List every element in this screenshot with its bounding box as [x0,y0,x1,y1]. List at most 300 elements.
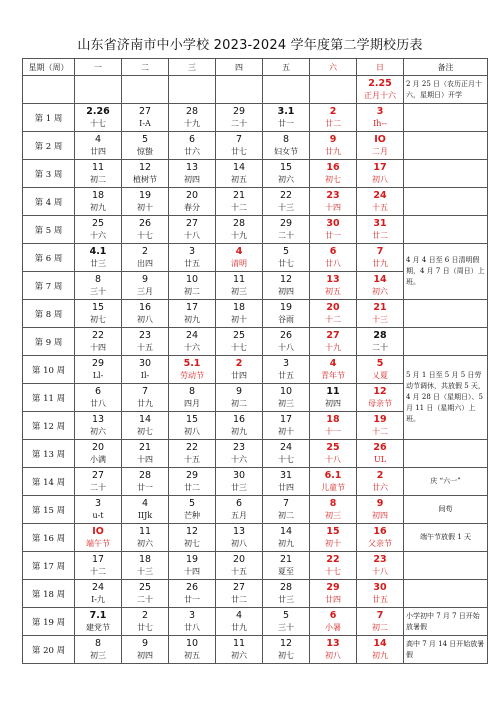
day-date: 2 [141,245,149,257]
note-children: 庆 “六一” [404,468,488,496]
day-cell [310,216,357,244]
day-cell [263,104,310,132]
week-row [23,580,488,608]
day-cell [75,496,122,524]
day-date: 3 [282,357,290,369]
day-date: 30 [138,357,152,369]
day-lunar: 十六 [90,230,106,240]
day-cell [263,608,310,636]
day-date: 9 [141,273,149,285]
day-cell [310,608,357,636]
day-lunar: 十九 [325,342,341,352]
header-sat: 六 [310,59,357,76]
day-lunar: 初六 [231,650,247,660]
day-lunar: 初七 [325,174,341,184]
day-lunar: 初四 [278,286,294,296]
day-cell [310,412,357,440]
day-cell [263,272,310,300]
day-cell [216,608,263,636]
day-cell [310,300,357,328]
day-date: 23 [232,441,246,453]
day-date: 14 [279,525,293,537]
day-lunar: 初三 [90,650,106,660]
day-date: 8 [188,385,196,397]
day-lunar: 初十 [231,314,247,324]
page-title: 山东省济南市中小学校 2023-2024 学年度第二学期校历表 [77,38,423,53]
day-lunar: 廿七 [231,146,247,156]
day-lunar: 廿六 [184,146,200,156]
day-cell [357,356,404,384]
day-lunar: 初三 [278,398,294,408]
day-lunar: 廿九 [372,258,388,268]
day-cell [263,328,310,356]
day-lunar: 廿三 [90,258,106,268]
day-lunar: 小满 [90,454,106,464]
day-date: 10 [185,273,199,285]
day-lunar: I-A [139,118,151,128]
week-label: 第 10 周 [23,356,75,384]
header-week: 星期（周） [23,59,75,76]
week-row [23,468,488,496]
day-date: 6 [329,609,337,621]
day-cell [122,216,169,244]
day-date: 16 [138,301,152,313]
day-cell [122,524,169,552]
day-lunar: 三月 [137,286,153,296]
day-lunar: 初八 [372,174,388,184]
day-lunar: 青年节 [321,370,345,380]
week-label: 第 14 周 [23,468,75,496]
day-lunar: 初九 [372,650,388,660]
day-date: 24 [185,329,199,341]
day-lunar: 廿八 [184,622,200,632]
day-lunar: 廿九 [325,146,341,156]
day-cell [169,188,216,216]
day-lunar: 初五 [231,174,247,184]
week-row [23,440,488,468]
day-cell [263,384,310,412]
day-date: 11 [138,525,152,537]
day-date: 7 [141,385,149,397]
header-sun: 日 [357,59,404,76]
day-cell [169,328,216,356]
day-date: 26 [279,329,293,341]
day-lunar: 十四 [325,202,341,212]
day-cell [263,580,310,608]
day-cell [216,272,263,300]
day-cell [122,384,169,412]
week-label: 第 19 周 [23,608,75,636]
day-cell [357,272,404,300]
day-cell [216,104,263,132]
day-lunar: 廿九 [137,398,153,408]
day-cell [75,468,122,496]
note-kaokao: 间苟 [404,496,488,524]
day-date: 12 [138,161,152,173]
day-lunar: 十四 [90,342,106,352]
week-row [23,356,488,384]
week-label: 第 4 周 [23,188,75,216]
day-lunar: 二十 [231,118,247,128]
day-lunar: 十八 [325,454,341,464]
day-date: 5 [282,609,290,621]
day-cell [310,552,357,580]
day-date: 12 [279,273,293,285]
week-row [23,300,488,328]
day-lunar: 十五 [231,566,247,576]
note-labor: 5 月 1 日至 5 月 5 日劳动节调休，共放假 5 天，4 月 28 日（星期日）、5 月 11 日（星期六）上班。 [404,356,488,440]
day-cell [310,160,357,188]
day-cell [216,216,263,244]
day-cell [122,272,169,300]
day-cell [310,132,357,160]
day-date: 15 [91,301,105,313]
day-cell [310,636,357,664]
day-lunar: 二十 [137,594,153,604]
day-date: 14 [373,637,387,649]
day-cell [310,104,357,132]
day-cell [122,160,169,188]
day-cell [216,328,263,356]
day-lunar: 初二 [372,622,388,632]
day-cell [75,216,122,244]
day-lunar: 廿九 [231,622,247,632]
day-date: 12 [279,637,293,649]
day-lunar: 初七 [184,538,200,548]
day-date: 29 [279,217,293,229]
day-lunar: 初九 [184,314,200,324]
day-date: 22 [185,441,199,453]
day-date: 5 [188,497,196,509]
week-label: 第 17 周 [23,552,75,580]
day-lunar: 初五 [184,650,200,660]
day-lunar: 十二 [90,566,106,576]
day-lunar: 廿八 [90,398,106,408]
day-cell [75,440,122,468]
day-date: 29 [91,357,105,369]
day-date: 4 [329,357,337,369]
day-lunar: 清明 [231,258,247,268]
day-date: 7.1 [89,609,107,621]
day-date: 24 [279,441,293,453]
day-lunar: 五月 [231,510,247,520]
day-date: 29 [232,105,246,117]
day-cell [75,104,122,132]
day-date: 25 [138,581,152,593]
day-date: 26 [373,441,387,453]
day-date: IO [92,525,104,537]
day-lunar: 初七 [278,650,294,660]
day-cell [75,412,122,440]
day-lunar: 初七 [137,426,153,436]
day-date: 16 [326,161,340,173]
day-cell [310,356,357,384]
day-date: 5 [376,357,384,369]
day-lunar: 廿五 [372,594,388,604]
day-date: 3 [188,609,196,621]
day-date: 28 [373,329,387,341]
day-lunar: 十四 [184,566,200,576]
day-cell [122,608,169,636]
day-date: 19 [138,189,152,201]
day-cell [263,188,310,216]
week-row [23,328,488,356]
day-cell [216,524,263,552]
day-lunar: 四月 [184,398,200,408]
day-date: 11 [232,637,246,649]
day-lunar: 初六 [372,286,388,296]
day-date: 17 [91,553,105,565]
day-date: 4 [141,497,149,509]
day-date: 5 [141,133,149,145]
day-cell [357,412,404,440]
day-date: 23 [138,329,152,341]
day-lunar: 初四 [137,650,153,660]
day-lunar: IIJk [137,510,153,520]
day-date: 7 [376,609,384,621]
day-cell [357,636,404,664]
day-lunar: 十七 [278,454,294,464]
day-date: 13 [91,413,105,425]
day-lunar: 廿六 [372,482,388,492]
day-lunar: 初十 [325,538,341,548]
day-date: 20 [232,553,246,565]
day-lunar: 二月 [372,146,388,156]
day-date: 29 [326,581,340,593]
day-cell [75,188,122,216]
day-lunar: 初三 [325,510,341,520]
day-lunar: 廿一 [325,230,341,240]
day-cell [263,636,310,664]
day-lunar: 十七 [325,566,341,576]
day-date: 7 [282,497,290,509]
day-lunar: 惊蛰 [137,146,153,156]
day-lunar: 十八 [278,342,294,352]
day-date: 16 [373,525,387,537]
day-cell [357,76,404,104]
day-cell [216,244,263,272]
day-date: 11 [232,273,246,285]
day-lunar: Il- [140,370,150,380]
day-date: 30 [373,581,387,593]
header-wed: 三 [169,59,216,76]
note-empty [404,440,488,468]
day-lunar: 春分 [184,202,200,212]
day-lunar: 妇女节 [274,146,298,156]
day-cell [75,328,122,356]
day-date: 6 [94,385,102,397]
day-lunar: 廿五 [278,370,294,380]
day-date: 8 [329,497,337,509]
day-lunar: 十五 [184,454,200,464]
day-lunar: 端午节 [86,538,110,548]
day-lunar: 初五 [325,286,341,296]
day-lunar: 廿一 [137,482,153,492]
day-date: 18 [232,301,246,313]
day-lunar: UL [373,454,387,464]
day-date: 21 [279,553,293,565]
note-empty [404,216,488,244]
day-lunar: 初十 [137,202,153,212]
day-date: 24 [91,581,105,593]
day-date: 22 [91,329,105,341]
day-lunar: 初四 [184,174,200,184]
day-date: IO [374,133,386,145]
day-date: 26 [138,217,152,229]
day-cell [263,216,310,244]
day-date: 13 [185,161,199,173]
day-lunar: 建党节 [86,622,110,632]
week-label: 第 13 周 [23,440,75,468]
note-qingming: 4 月 4 日至 6 日清明假期，4 月 7 日（周日）上班。 [404,244,488,300]
day-lunar: 小暑 [325,622,341,632]
day-lunar: 十六 [184,342,200,352]
day-date: 30 [326,217,340,229]
week-row [23,104,488,132]
day-cell [310,524,357,552]
day-date: 18 [326,413,340,425]
note-empty [404,104,488,132]
week-row [23,552,488,580]
day-cell [122,244,169,272]
day-lunar: 廿一 [184,594,200,604]
day-date: 4.1 [89,245,107,257]
day-date: 23 [373,553,387,565]
day-lunar: 初十 [278,426,294,436]
day-cell [263,524,310,552]
day-cell [216,356,263,384]
header-row [23,59,488,76]
day-date: 31 [279,469,293,481]
day-date: 20 [185,189,199,201]
day-cell [263,412,310,440]
day-cell [357,384,404,412]
day-cell [310,580,357,608]
day-date: 27 [138,105,152,117]
day-date: 9 [235,385,243,397]
day-lunar: 廿七 [278,258,294,268]
day-lunar: 劳动节 [180,370,204,380]
day-date: 5 [282,245,290,257]
day-cell [216,384,263,412]
day-date: 7 [235,133,243,145]
day-lunar: 十三 [372,314,388,324]
day-lunar: Ll- [92,370,104,380]
day-date: 9 [141,637,149,649]
day-cell [169,216,216,244]
day-date: 5.1 [183,357,201,369]
day-cell [310,244,357,272]
day-cell [310,384,357,412]
day-cell [75,608,122,636]
week-label: 第 16 周 [23,524,75,552]
day-date: 16 [232,413,246,425]
day-lunar: 初二 [278,510,294,520]
day-date: 19 [373,413,387,425]
day-date: 9 [376,497,384,509]
day-date: 22 [279,189,293,201]
day-cell [122,580,169,608]
day-cell [75,552,122,580]
week-row [23,244,488,272]
day-cell [216,552,263,580]
day-cell [216,300,263,328]
day-cell [122,440,169,468]
day-cell [310,188,357,216]
day-cell [122,636,169,664]
note-empty [404,160,488,188]
day-cell [75,384,122,412]
day-cell [357,440,404,468]
day-cell [169,356,216,384]
note-empty [404,300,488,328]
day-cell [357,188,404,216]
day-cell [216,132,263,160]
week-label: 第 6 周 [23,244,75,272]
day-cell [169,384,216,412]
day-lunar: 初二 [90,174,106,184]
header-note: 备注 [404,59,488,76]
note-empty [404,328,488,356]
day-date: 22 [326,553,340,565]
day-date: 25 [326,441,340,453]
day-cell [357,300,404,328]
day-date: 21 [232,189,246,201]
day-cell [122,552,169,580]
day-date: 12 [373,385,387,397]
day-cell [169,524,216,552]
day-date: 18 [138,553,152,565]
day-cell [122,104,169,132]
week-row [23,160,488,188]
day-cell [216,440,263,468]
day-cell [310,328,357,356]
day-cell [169,496,216,524]
day-date: 26 [185,581,199,593]
day-cell [357,132,404,160]
day-cell [75,132,122,160]
note-empty [404,552,488,580]
day-cell [169,104,216,132]
day-lunar: 廿二 [184,482,200,492]
day-date: 27 [232,581,246,593]
day-cell [263,132,310,160]
day-cell [75,524,122,552]
day-lunar: 十四 [137,454,153,464]
day-cell [357,328,404,356]
day-date: 2 [141,609,149,621]
day-date: 25 [91,217,105,229]
day-lunar: 廿五 [184,258,200,268]
day-lunar: 十九 [184,118,200,128]
week-label: 第 3 周 [23,160,75,188]
day-date: 7 [376,245,384,257]
day-cell [357,244,404,272]
day-lunar: 二十 [372,342,388,352]
day-cell [169,580,216,608]
header-fri: 五 [263,59,310,76]
day-lunar: 初七 [90,314,106,324]
day-cell [169,468,216,496]
day-cell [216,496,263,524]
day-lunar: 三十 [278,622,294,632]
day-date: 15 [185,413,199,425]
day-lunar: 十八 [184,230,200,240]
week-label: 第 12 周 [23,412,75,440]
day-cell [216,636,263,664]
day-date: 6.1 [324,469,342,481]
day-date: 14 [138,413,152,425]
